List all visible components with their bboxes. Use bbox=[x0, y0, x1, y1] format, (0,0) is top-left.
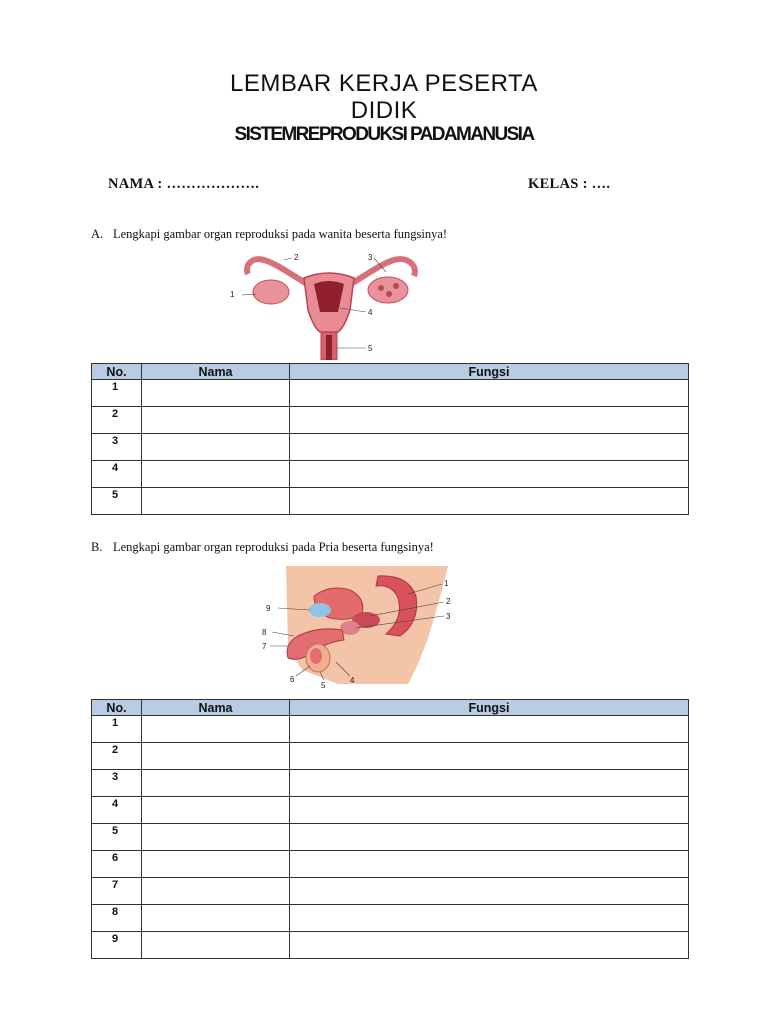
row-number: 1 bbox=[92, 716, 142, 743]
section-b-text: Lengkapi gambar organ reproduksi pada Pria beserta fungsinya! bbox=[113, 540, 434, 554]
female-organ-table bbox=[91, 363, 689, 515]
female-figure-label-2: 2 bbox=[294, 253, 299, 262]
nama-cell[interactable] bbox=[142, 851, 290, 878]
male-figure-label-7: 7 bbox=[262, 642, 267, 651]
section-b-instruction bbox=[91, 540, 434, 555]
row-number: 3 bbox=[92, 434, 142, 461]
row-number: 2 bbox=[92, 743, 142, 770]
row-number: 6 bbox=[92, 851, 142, 878]
nama-cell[interactable] bbox=[142, 716, 290, 743]
worksheet-subtitle: SISTEMREPRODUKSI PADAMANUSIA bbox=[234, 124, 534, 145]
fungsi-cell[interactable] bbox=[290, 488, 689, 515]
fungsi-cell[interactable] bbox=[290, 434, 689, 461]
section-b-label: B. bbox=[91, 540, 103, 554]
fungsi-cell[interactable] bbox=[290, 851, 689, 878]
fungsi-cell[interactable] bbox=[290, 932, 689, 959]
nama-cell[interactable] bbox=[142, 434, 290, 461]
row-number: 5 bbox=[92, 824, 142, 851]
nama-cell[interactable] bbox=[142, 461, 290, 488]
table-row bbox=[92, 716, 689, 743]
fungsi-cell[interactable] bbox=[290, 770, 689, 797]
table-row bbox=[92, 770, 689, 797]
table-header-row bbox=[92, 364, 689, 380]
row-number: 4 bbox=[92, 797, 142, 824]
section-a-instruction bbox=[91, 227, 447, 242]
column-header-fungsi: Fungsi bbox=[290, 700, 689, 716]
nama-cell[interactable] bbox=[142, 770, 290, 797]
title-line-2: DIDIK bbox=[350, 97, 418, 124]
male-figure-label-9: 9 bbox=[266, 604, 271, 613]
fungsi-cell[interactable] bbox=[290, 407, 689, 434]
worksheet-title bbox=[0, 70, 768, 124]
table-row bbox=[92, 797, 689, 824]
row-number: 7 bbox=[92, 878, 142, 905]
nama-cell[interactable] bbox=[142, 407, 290, 434]
table-row bbox=[92, 932, 689, 959]
fungsi-cell[interactable] bbox=[290, 461, 689, 488]
row-number: 5 bbox=[92, 488, 142, 515]
table-row bbox=[92, 905, 689, 932]
nama-cell[interactable] bbox=[142, 878, 290, 905]
fungsi-cell[interactable] bbox=[290, 905, 689, 932]
female-reproductive-figure bbox=[226, 250, 432, 360]
section-a-label: A. bbox=[91, 227, 104, 241]
column-header-nama: Nama bbox=[142, 700, 290, 716]
table-row bbox=[92, 488, 689, 515]
column-header-no: No. bbox=[92, 364, 142, 380]
female-figure-label-4: 4 bbox=[368, 308, 373, 317]
male-figure-label-1: 1 bbox=[444, 579, 449, 588]
male-figure-label-2: 2 bbox=[446, 597, 451, 606]
table-row bbox=[92, 407, 689, 434]
right-ovary bbox=[368, 277, 408, 303]
female-figure-label-3: 3 bbox=[368, 253, 373, 262]
table-row bbox=[92, 743, 689, 770]
fungsi-cell[interactable] bbox=[290, 878, 689, 905]
nama-cell[interactable] bbox=[142, 932, 290, 959]
fungsi-cell[interactable] bbox=[290, 716, 689, 743]
column-header-nama: Nama bbox=[142, 364, 290, 380]
male-organ-table bbox=[91, 699, 689, 959]
female-figure-label-1: 1 bbox=[230, 290, 235, 299]
nama-cell[interactable] bbox=[142, 797, 290, 824]
row-number: 1 bbox=[92, 380, 142, 407]
male-figure-label-4: 4 bbox=[350, 676, 355, 685]
column-header-fungsi: Fungsi bbox=[290, 364, 689, 380]
row-number: 8 bbox=[92, 905, 142, 932]
fungsi-cell[interactable] bbox=[290, 743, 689, 770]
table-row bbox=[92, 824, 689, 851]
male-reproductive-figure bbox=[258, 566, 464, 690]
male-figure-label-5: 5 bbox=[321, 681, 326, 690]
row-number: 3 bbox=[92, 770, 142, 797]
title-line-1: LEMBAR KERJA PESERTA bbox=[230, 70, 538, 97]
section-a-text: Lengkapi gambar organ reproduksi pada wanita beserta fungsinya! bbox=[113, 227, 448, 241]
table-row bbox=[92, 461, 689, 488]
row-number: 2 bbox=[92, 407, 142, 434]
name-field[interactable]: NAMA : ………………. bbox=[108, 176, 260, 192]
table-header-row bbox=[92, 700, 689, 716]
male-figure-label-3: 3 bbox=[446, 612, 451, 621]
fungsi-cell[interactable] bbox=[290, 380, 689, 407]
male-figure-label-6: 6 bbox=[290, 675, 295, 684]
nama-cell[interactable] bbox=[142, 743, 290, 770]
row-number: 9 bbox=[92, 932, 142, 959]
table-row bbox=[92, 434, 689, 461]
nama-cell[interactable] bbox=[142, 824, 290, 851]
fungsi-cell[interactable] bbox=[290, 797, 689, 824]
column-header-no: No. bbox=[92, 700, 142, 716]
table-row bbox=[92, 851, 689, 878]
table-row bbox=[92, 878, 689, 905]
nama-cell[interactable] bbox=[142, 380, 290, 407]
nama-cell[interactable] bbox=[142, 905, 290, 932]
row-number: 4 bbox=[92, 461, 142, 488]
table-row bbox=[92, 380, 689, 407]
male-figure-label-8: 8 bbox=[262, 628, 267, 637]
fungsi-cell[interactable] bbox=[290, 824, 689, 851]
pubic-bone bbox=[309, 603, 331, 617]
female-figure-label-5: 5 bbox=[368, 344, 373, 353]
class-field[interactable]: KELAS : …. bbox=[528, 176, 611, 192]
left-ovary bbox=[253, 280, 289, 304]
nama-cell[interactable] bbox=[142, 488, 290, 515]
